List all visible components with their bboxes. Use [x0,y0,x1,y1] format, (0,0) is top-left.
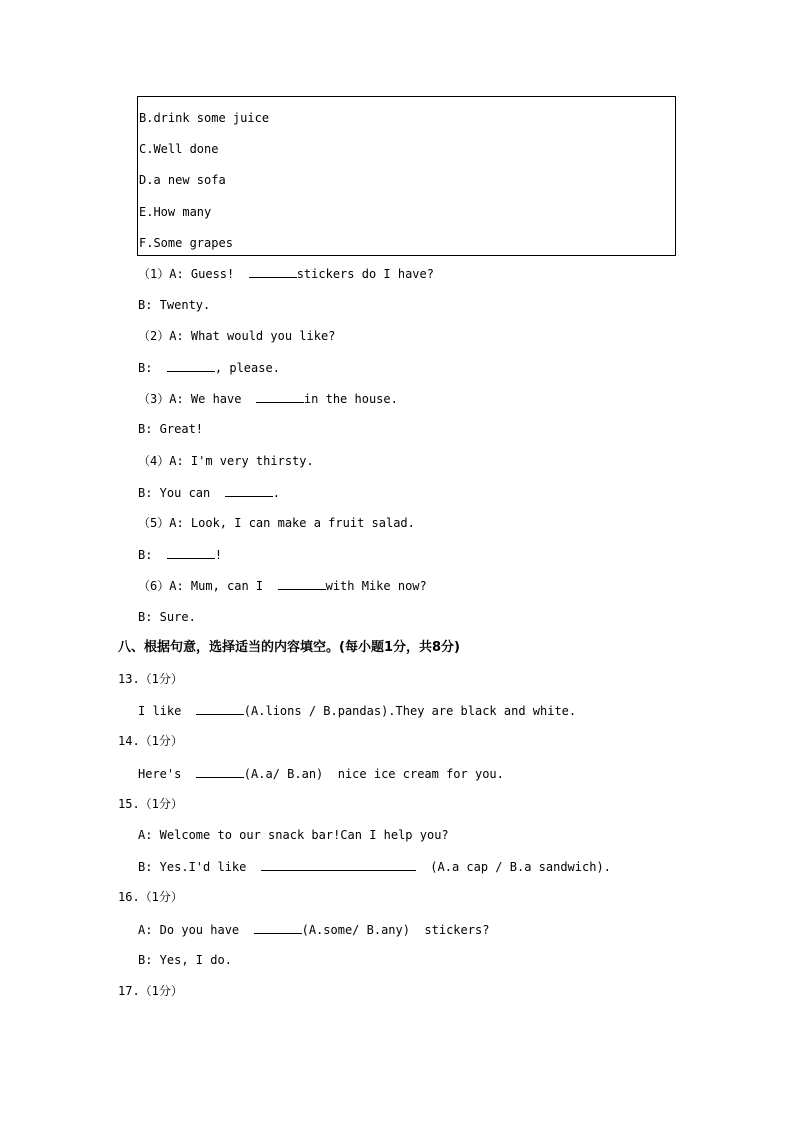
dialogue-5-b [138,546,222,563]
dialogue-2-b-suffix: , please. [214,361,280,375]
question-13-prefix: I like [138,704,196,718]
question-13-label: 13.（1分） [118,672,183,686]
dialogue-3-a [138,390,398,407]
dialogue-2-b-prefix: B: [138,361,167,375]
dialogue-2-a: （2）A: What would you like? [138,329,336,343]
dialogue-4-b-suffix: . [272,486,280,500]
dialogue-6-a [138,577,427,594]
question-16-b: B: Yes, I do. [138,953,232,967]
answer-blank[interactable] [196,765,244,778]
question-16-a [138,921,489,938]
option-c: C.Well done [139,142,219,156]
option-d: D.a new sofa [139,173,226,187]
dialogue-5-b-prefix: B: [138,548,167,562]
dialogue-4-b-prefix: B: You can [138,486,225,500]
answer-blank[interactable] [167,546,215,559]
section-heading: 八、根据句意，选择适当的内容填空。(每小题1分，共8分) [118,640,460,655]
question-17-label: 17.（1分） [118,984,183,998]
question-13-suffix: (A.lions / B.pandas).They are black and white. [243,704,577,718]
answer-blank[interactable] [249,265,297,278]
dialogue-6-a-prefix: （6）A: Mum, can I [138,579,278,593]
question-15-b-suffix: (A.a cap / B.a sandwich). [415,860,611,874]
answer-blank[interactable] [256,390,304,403]
dialogue-1-a-prefix: （1）A: Guess! [138,267,249,281]
dialogue-6-a-suffix: with Mike now? [325,579,427,593]
dialogue-3-a-suffix: in the house. [303,392,398,406]
dialogue-3-a-prefix: （3）A: We have [138,392,256,406]
question-16-a-suffix: (A.some/ B.any) stickers? [301,923,490,937]
option-e: E.How many [139,205,212,219]
question-14-prefix: Here's [138,767,196,781]
question-14-label: 14.（1分） [118,734,183,748]
option-b: B.drink some juice [139,111,270,125]
answer-blank[interactable] [278,577,326,590]
dialogue-1-a-suffix: stickers do I have? [296,267,434,281]
dialogue-4-a: （4）A: I'm very thirsty. [138,454,314,468]
dialogue-1-b: B: Twenty. [138,298,211,312]
question-15-a: A: Welcome to our snack bar!Can I help you? [138,828,449,842]
dialogue-1-a [138,265,434,282]
question-13-text [138,702,576,719]
answer-blank[interactable] [225,484,273,497]
dialogue-5-b-suffix: ! [214,548,223,562]
dialogue-4-b [138,484,280,501]
option-f: F.Some grapes [139,236,233,250]
dialogue-3-b: B: Great! [138,422,204,436]
question-16-a-prefix: A: Do you have [138,923,254,937]
answer-blank[interactable] [167,359,215,372]
dialogue-2-b [138,359,280,376]
question-15-b-prefix: B: Yes.I'd like [138,860,261,874]
question-15-label: 15.（1分） [118,797,183,811]
dialogue-5-a: （5）A: Look, I can make a fruit salad. [138,516,415,530]
question-14-text [138,765,504,782]
dialogue-6-b: B: Sure. [138,610,196,624]
options-box [137,96,676,256]
question-15-b [138,858,611,875]
answer-blank[interactable] [254,921,302,934]
answer-blank[interactable] [261,858,416,871]
question-14-suffix: (A.a/ B.an) nice ice cream for you. [243,767,504,781]
question-16-label: 16.（1分） [118,890,183,904]
answer-blank[interactable] [196,702,244,715]
